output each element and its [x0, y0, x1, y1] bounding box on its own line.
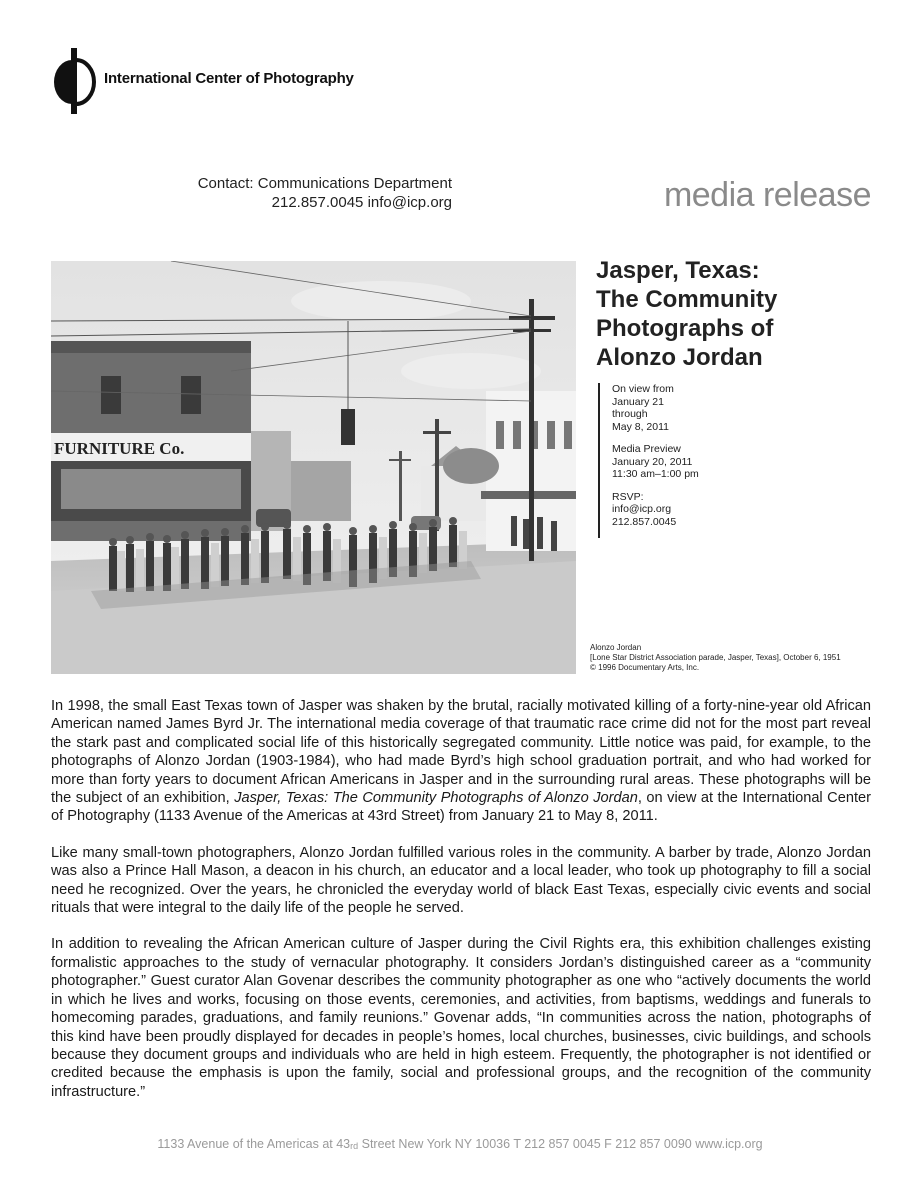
info-line: January 21	[612, 395, 664, 408]
org-name: International Center of Photography	[104, 70, 354, 87]
footer-address	[0, 1137, 920, 1151]
icp-logo	[52, 48, 96, 114]
paragraph: Like many small-town photographers, Alonzo Jordan fulfilled various roles in the community. A barber by trade, Alonzo Jordan was also a Prince Hall Mason, a deacon in his church, an educator and a local leader, who took up photography to fill a social need he recognized. Over the years, he chronicled the everyday world of black East Texas, especially civic events and social rituals that were integral to the daily life of the people he served.	[51, 844, 871, 917]
caption-copyright: © 1996 Documentary Arts, Inc.	[590, 663, 700, 672]
release-title	[596, 256, 896, 372]
media-preview	[612, 443, 792, 481]
footer-text: Street New York NY 10036 T 212 857 0045 F 212 857 0090 www.icp.org	[358, 1137, 763, 1151]
release-body	[51, 697, 871, 1119]
paragraph-text: In 1998, the small East Texas town of Jasper was shaken by the brutal, racially motivated killing of a forty-nine-year old African American named James Byrd Jr. The international media coverage of that traumatic race crime did not for the most part reveal the stark past and complicated social life of this historically segregated community. Little notice was paid, for example, to the photographs of Alonzo Jordan (1903-1984), who had made Byrd’s high school graduation portrait, and who had worked for more than forty years to document African Americans in Jasper and in the surrounding rural areas. These photographs will be the subject of an exhibition,	[51, 698, 871, 807]
footer-suffix: rd	[350, 1141, 359, 1151]
info-line: through	[612, 408, 648, 420]
footer-text: 1133 Avenue of the Americas at 43	[157, 1137, 351, 1151]
paragraph	[51, 697, 871, 826]
media-release-label: media release	[663, 176, 871, 214]
furniture-sign: FURNITURE Co.	[54, 439, 185, 458]
caption-photographer: Alonzo Jordan	[590, 643, 642, 652]
exhibition-title: Jasper, Texas: The Community Photographs of Alonzo Jordan	[234, 790, 638, 807]
caption-title: [Lone Star District Association parade, Jasper, Texas], October 6, 1951	[590, 653, 841, 662]
info-line: 11:30 am–1:00 pm	[612, 468, 699, 480]
rsvp-phone: 212.857.0045	[612, 515, 677, 528]
info-line: Media Preview	[612, 443, 681, 455]
paragraph-text: , on view at the International Center of Photography (1133 Avenue of the Americas at 43rd Street) from January 21 to May 8, 2011.	[51, 790, 871, 825]
rsvp-email: info@icp.org	[612, 503, 672, 515]
info-line: May 8, 2011	[612, 420, 670, 433]
photo-caption	[590, 643, 841, 673]
info-line: January 20, 2011	[612, 455, 693, 468]
contact-department: Contact: Communications Department	[197, 175, 452, 192]
title-line: Photographs of	[596, 315, 774, 342]
exhibition-info	[598, 383, 792, 538]
contact-block	[198, 174, 452, 212]
info-line: On view from	[612, 383, 674, 395]
info-line: RSVP:	[612, 490, 644, 503]
rsvp-info	[612, 491, 792, 529]
title-line: Jasper, Texas:	[596, 257, 760, 284]
paragraph: In addition to revealing the African American culture of Jasper during the Civil Rights era, this exhibition challenges existing formalistic approaches to the study of vernacular photography. It considers Jordan’s distinguished career as a “community photographer.” Guest curator Alan Govenar describes the community photographer as one who “actively documents the world in which he lives and works, focusing on those events, ceremonies, and activities, from baptisms, weddings and funerals to homecoming parades, graduations, and family reunions.” Govenar adds, “In communities across the nation, photographs of this kind have been proudly displayed for decades in people’s homes, local churches, businesses, civic buildings, and schools because they document groups and individuals who are held in high esteem. Frequently, the photographer is not identified or credited because the emphasis is upon the family, social and professional groups, and the recognition of the community infrastructure.”	[51, 936, 871, 1100]
parade-photo	[51, 261, 576, 674]
title-line: The Community	[596, 286, 778, 313]
on-view-dates	[612, 383, 792, 433]
title-line: Alonzo Jordan	[596, 344, 763, 371]
contact-phone-email: 212.857.0045 info@icp.org	[271, 194, 452, 211]
